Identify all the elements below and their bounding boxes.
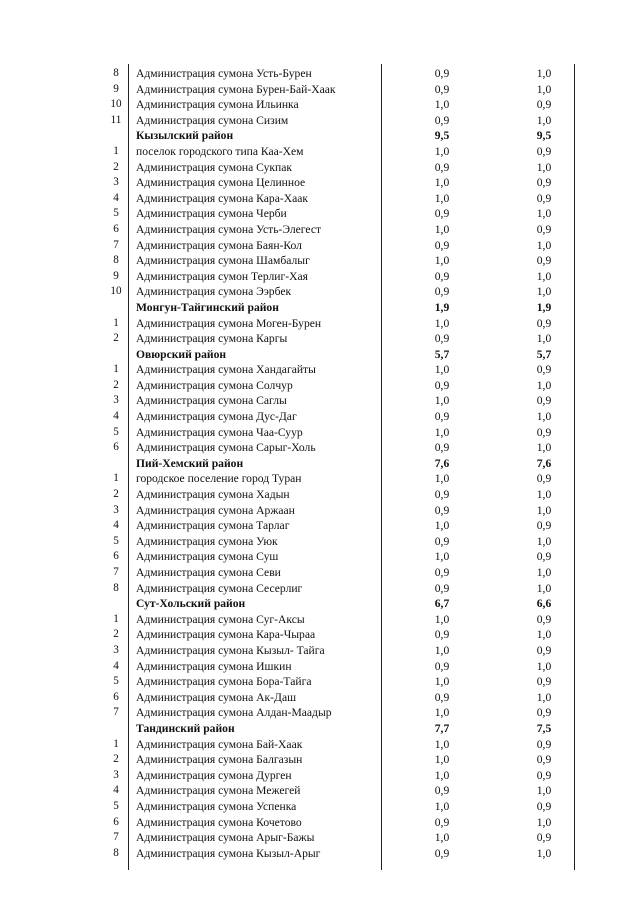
row-value-2: 1,0 [536,784,552,798]
row-value-2: 0,9 [536,222,552,236]
row-name: Администрация сумона Кара-Хаак [136,191,309,205]
row-name: Сут-Хольский район [136,597,246,611]
row-value-2: 0,9 [536,612,552,626]
row-name: Администрация сумона Дус-Даг [136,410,297,424]
row-number: 4 [113,191,119,204]
row-value-2: 0,9 [536,191,552,205]
table-row [104,612,594,628]
row-value-1: 5,7 [434,347,450,361]
row-value-1: 1,0 [434,472,450,486]
district-row [104,596,594,612]
row-value-1: 0,9 [434,441,450,455]
table-row [104,206,594,222]
row-value-2: 1,0 [536,628,552,642]
row-value-2: 0,9 [536,831,552,845]
row-value-2: 6,6 [536,597,552,611]
table-row [104,409,594,425]
district-row [104,721,594,737]
table-row [104,487,594,503]
row-value-2: 0,9 [536,643,552,657]
row-value-1: 1,0 [434,222,450,236]
row-value-2: 0,9 [536,176,552,190]
table-body [104,66,594,861]
table-row [104,191,594,207]
row-value-1: 0,9 [434,410,450,424]
row-number: 3 [113,394,119,407]
table-row [104,160,594,176]
table-row [104,471,594,487]
table-row [104,503,594,519]
row-value-2: 1,0 [536,207,552,221]
row-number: 7 [113,566,119,578]
table-row [104,674,594,690]
row-name: Администрация сумона Бора-Тайга [136,675,312,689]
table-row [104,690,594,706]
row-value-1: 1,0 [434,98,450,112]
row-name: Администрация сумона Саглы [136,394,287,408]
table-row [104,752,594,768]
row-value-2: 1,0 [536,410,552,424]
row-name: Администрация сумона Усть-Бурен [136,67,312,80]
row-name: Администрация сумона Сукпак [136,160,293,174]
row-number: 2 [113,160,119,173]
table-row [104,362,594,378]
row-value-2: 1,0 [536,238,552,252]
row-name: Администрация сумона Каргы [136,332,288,346]
table-row [104,518,594,534]
row-value-2: 0,9 [536,98,552,112]
table-row [104,799,594,815]
table-row [104,830,594,846]
table-row [104,581,594,597]
row-value-1: 0,9 [434,581,450,595]
row-name: Администрация сумона Моген-Бурен [136,316,322,330]
row-value-2: 1,0 [536,269,552,283]
table-row [104,238,594,254]
row-value-1: 1,0 [434,768,450,782]
row-number: 2 [113,332,119,345]
row-value-2: 9,5 [536,129,552,143]
row-name: Администрация сумона Бай-Хаак [136,737,303,751]
row-value-1: 0,9 [434,690,450,704]
row-value-1: 6,7 [434,597,450,611]
row-value-1: 7,6 [434,456,450,470]
row-number: 4 [113,659,119,672]
row-number: 2 [113,488,119,501]
row-value-1: 1,0 [434,316,450,330]
table-row [104,783,594,799]
row-number: 4 [113,519,119,532]
row-value-1: 1,9 [434,300,450,314]
row-number: 1 [113,737,119,750]
distribution-table [104,66,594,861]
row-number: 6 [113,815,119,828]
table-row [104,627,594,643]
row-value-1: 1,0 [434,425,450,439]
row-number: 4 [113,410,119,423]
row-value-1: 0,9 [434,269,450,283]
row-number [104,456,128,472]
row-value-2: 1,0 [536,846,552,860]
row-name: Пий-Хемский район [136,456,244,470]
table-row [104,222,594,238]
row-number: 9 [113,82,119,95]
row-value-1: 1,0 [434,753,450,767]
row-number: 1 [113,363,119,376]
row-name: Администрация сумона Хандагайты [136,363,316,377]
row-value-1: 1,0 [434,643,450,657]
row-number: 3 [113,503,119,516]
row-value-2: 0,9 [536,144,552,158]
row-name: Овюрский район [136,347,227,361]
row-name: Администрация сумона Дурген [136,768,292,782]
table-row [104,378,594,394]
table-row [104,705,594,721]
row-value-1: 0,9 [434,67,450,80]
row-number [104,721,128,737]
row-number: 7 [113,706,119,719]
row-value-2: 0,9 [536,519,552,533]
row-value-2: 7,5 [536,721,552,735]
row-value-1: 0,9 [434,207,450,221]
row-name: Администрация сумона Хадын [136,488,290,502]
row-value-1: 1,0 [434,144,450,158]
row-value-1: 0,9 [434,815,450,829]
table-row [104,815,594,831]
row-name: Монгун-Тайгинский район [136,300,279,314]
row-number: 5 [113,207,119,220]
row-value-1: 1,0 [434,191,450,205]
row-number: 6 [113,441,119,454]
row-name: Администрация сумона Суг-Аксы [136,612,305,626]
table-row [104,113,594,129]
row-name: Администрация сумона Кочетово [136,815,302,829]
row-value-2: 0,9 [536,254,552,268]
district-row [104,456,594,472]
row-name: Администрация сумона Чаа-Суур [136,425,303,439]
table-row [104,534,594,550]
row-name: Администрация сумона Сарыг-Холь [136,441,316,455]
row-value-1: 0,9 [434,628,450,642]
row-value-1: 7,7 [434,721,450,735]
row-value-1: 1,0 [434,675,450,689]
row-value-1: 1,0 [434,550,450,564]
row-value-2: 0,9 [536,799,552,813]
row-number: 2 [113,628,119,641]
row-name: Администрация сумона Ишкин [136,659,292,673]
row-number: 1 [113,144,119,157]
row-number: 9 [113,269,119,282]
table-row [104,66,594,82]
table-row [104,144,594,160]
row-value-2: 1,0 [536,160,552,174]
row-name: Администрация сумона Солчур [136,378,293,392]
table-row [104,846,594,862]
row-number: 1 [113,316,119,329]
row-value-2: 0,9 [536,394,552,408]
row-name: Администрация сумона Кызыл- Тайга [136,643,325,657]
row-name: Администрация сумона Черби [136,207,287,221]
row-number [104,347,128,363]
row-name: Администрация сумона Арыг-Бажы [136,831,315,845]
row-name: Администрация сумона Ак-Даш [136,690,297,704]
row-value-2: 5,7 [536,347,552,361]
row-name: Администрация сумона Кызыл-Арыг [136,846,321,860]
row-number: 1 [113,612,119,625]
row-value-2: 7,6 [536,456,552,470]
row-name: Администрация сумона Сизим [136,113,289,127]
row-number: 3 [113,643,119,656]
row-name: Администрация сумона Баян-Кол [136,238,302,252]
row-value-2: 1,0 [536,67,552,80]
row-number: 8 [113,846,119,859]
row-value-2: 0,9 [536,753,552,767]
row-value-2: 1,0 [536,659,552,673]
table-row [104,82,594,98]
row-value-1: 0,9 [434,846,450,860]
row-value-1: 0,9 [434,488,450,502]
row-value-1: 0,9 [434,534,450,548]
row-value-1: 0,9 [434,659,450,673]
row-value-1: 1,0 [434,394,450,408]
row-value-2: 0,9 [536,425,552,439]
row-name: Администрация сумона Уюк [136,534,278,548]
row-number [104,300,128,316]
row-value-2: 1,0 [536,82,552,96]
row-name: Администрация сумона Бурен-Бай-Хаак [136,82,336,96]
row-value-2: 0,9 [536,316,552,330]
row-number: 7 [113,238,119,251]
table-row [104,768,594,784]
row-name: городское поселение город Туран [136,472,302,486]
row-number [104,596,128,612]
row-value-2: 1,0 [536,332,552,346]
row-name: Администрация сумона Балгазын [136,753,303,767]
row-value-1: 1,0 [434,737,450,751]
row-value-1: 0,9 [434,566,450,579]
row-value-1: 0,9 [434,784,450,798]
row-value-2: 1,0 [536,534,552,548]
table-row [104,175,594,191]
row-number: 8 [113,581,119,594]
district-row [104,300,594,316]
row-value-2: 1,0 [536,488,552,502]
row-value-1: 1,0 [434,831,450,845]
row-name: Администрация сумона Севи [136,566,281,579]
row-value-2: 1,0 [536,815,552,829]
table-row [104,284,594,300]
row-value-2: 0,9 [536,363,552,377]
row-value-2: 0,9 [536,550,552,564]
row-value-2: 1,0 [536,566,552,579]
row-number: 3 [113,176,119,189]
row-name: Администрация сумона Аржаан [136,503,295,517]
table-row [104,565,594,581]
row-number: 3 [113,768,119,781]
row-value-2: 1,9 [536,300,552,314]
row-value-1: 1,0 [434,176,450,190]
row-name: Администрация сумона Шамбалыг [136,254,310,268]
row-name: Администрация сумона Кара-Чыраа [136,628,316,642]
row-number: 2 [113,378,119,391]
row-name: Администрация сумона Ээрбек [136,285,292,299]
row-name: Администрация сумона Тарлаг [136,519,290,533]
row-name: Администрация сумона Успенка [136,799,297,813]
table-row [104,393,594,409]
row-value-2: 0,9 [536,737,552,751]
table-row [104,253,594,269]
table-row [104,440,594,456]
row-value-1: 1,0 [434,612,450,626]
table-row [104,737,594,753]
row-number: 11 [110,113,122,126]
table-row [104,549,594,565]
district-row [104,128,594,144]
row-name: Кызылский район [136,129,234,143]
row-value-2: 1,0 [536,581,552,595]
table-row [104,643,594,659]
row-name: Администрация сумона Усть-Элегест [136,222,322,236]
row-value-2: 1,0 [536,690,552,704]
row-number: 8 [113,254,119,267]
row-number: 1 [113,472,119,485]
row-value-1: 0,9 [434,160,450,174]
row-value-1: 0,9 [434,285,450,299]
row-value-2: 1,0 [536,503,552,517]
row-value-1: 9,5 [434,129,450,143]
row-value-2: 1,0 [536,378,552,392]
table-row [104,659,594,675]
row-number: 6 [113,222,119,235]
row-value-1: 0,9 [434,113,450,127]
row-value-1: 1,0 [434,254,450,268]
row-name: Администрация сумон Терлиг-Хая [136,269,308,283]
row-value-1: 1,0 [434,519,450,533]
row-number: 7 [113,831,119,844]
row-value-2: 0,9 [536,768,552,782]
row-value-1: 0,9 [434,82,450,96]
row-value-2: 0,9 [536,706,552,720]
row-value-1: 1,0 [434,706,450,720]
row-number: 5 [113,425,119,438]
row-number: 5 [113,799,119,812]
row-value-1: 0,9 [434,378,450,392]
row-name: Администрация сумона Алдан-Маадыр [136,706,332,720]
row-value-1: 1,0 [434,363,450,377]
row-number: 6 [113,690,119,703]
district-row [104,347,594,363]
row-name: Администрация сумона Целинное [136,176,306,190]
table-row [104,316,594,332]
row-number: 2 [113,753,119,766]
row-value-2: 0,9 [536,472,552,486]
row-number: 10 [110,285,122,298]
row-value-2: 0,9 [536,675,552,689]
row-name: поселок городского типа Каа-Хем [136,144,304,158]
row-number: 6 [113,550,119,563]
table-row [104,331,594,347]
table-row [104,269,594,285]
row-name: Администрация сумона Суш [136,550,279,564]
row-name: Администрация сумона Ильинка [136,98,299,112]
row-value-1: 0,9 [434,332,450,346]
row-value-2: 1,0 [536,441,552,455]
row-value-1: 0,9 [434,238,450,252]
row-number [104,128,128,144]
row-value-1: 0,9 [434,503,450,517]
row-name: Администрация сумона Межегей [136,784,301,798]
row-number: 5 [113,675,119,688]
row-number: 8 [113,67,119,79]
row-name: Тандинский район [136,721,235,735]
table-row [104,425,594,441]
row-number: 10 [110,98,122,111]
row-value-1: 1,0 [434,799,450,813]
row-value-2: 1,0 [536,285,552,299]
table-row [104,97,594,113]
row-name: Администрация сумона Сесерлиг [136,581,303,595]
row-number: 5 [113,534,119,547]
row-value-2: 1,0 [536,113,552,127]
row-number: 4 [113,784,119,797]
